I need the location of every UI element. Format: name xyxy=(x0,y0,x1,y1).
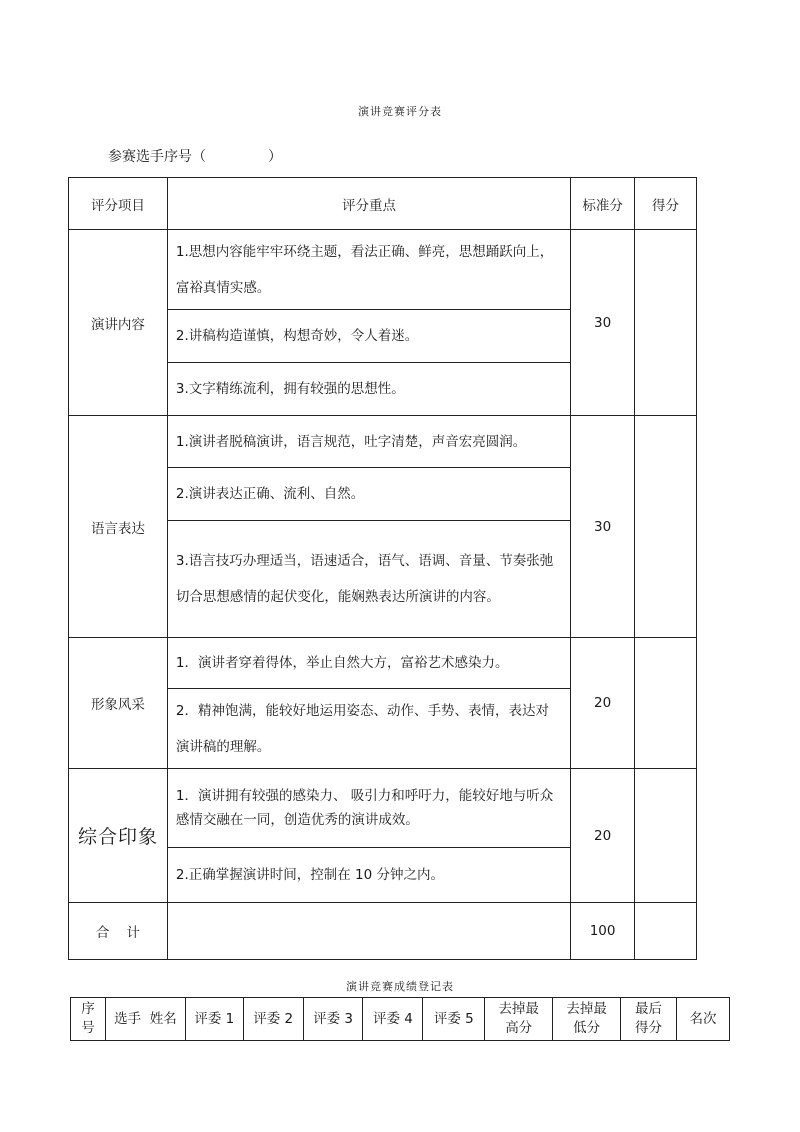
contestant-number-label: 参赛选手序号（ xyxy=(108,149,206,165)
record-header-cell: 去掉最低分 xyxy=(553,998,621,1041)
criterion-cell: 1.演讲者脱稿演讲，语言规范，吐字清楚，声音宏亮圆润。 xyxy=(167,416,570,468)
section-row xyxy=(69,416,697,468)
record-header-cell: 最后得分 xyxy=(621,998,677,1041)
category-cell: 综合印象 xyxy=(69,769,168,903)
total-blank-cell xyxy=(167,903,570,960)
scoring-table xyxy=(68,177,697,960)
header-standard: 标准分 xyxy=(571,178,635,230)
total-label: 合 计 xyxy=(69,903,168,960)
record-header-row xyxy=(71,998,730,1041)
record-header-cell: 评委 4 xyxy=(363,998,423,1041)
total-score-input[interactable] xyxy=(635,903,697,960)
total-row xyxy=(69,903,697,960)
criterion-cell: 1.思想内容能牢牢环绕主题，看法正确、鲜亮，思想踊跃向上，富裕真情实感。 xyxy=(167,230,570,310)
record-table xyxy=(70,997,730,1041)
score-input-cell[interactable] xyxy=(635,638,697,769)
criterion-cell: 3.语言技巧办理适当，语速适合，语气、语调、音量、节奏张弛切合思想感情的起伏变化，能娴熟表达所演讲的内容。 xyxy=(167,521,570,638)
record-header-cell: 序号 xyxy=(71,998,106,1041)
category-cell: 演讲内容 xyxy=(69,230,168,416)
standard-score-cell: 30 xyxy=(571,230,635,416)
score-input-cell[interactable] xyxy=(635,769,697,903)
criterion-cell: 2．精神饱满，能较好地运用姿态、动作、手势、表情，表达对演讲稿的理解。 xyxy=(167,689,570,769)
contestant-number-line xyxy=(108,146,282,166)
score-input-cell[interactable] xyxy=(635,230,697,416)
record-header-cell: 评委 1 xyxy=(185,998,243,1041)
standard-score-cell: 30 xyxy=(571,416,635,638)
category-cell: 语言表达 xyxy=(69,416,168,638)
header-focus: 评分重点 xyxy=(167,178,570,230)
total-standard: 100 xyxy=(571,903,635,960)
criterion-cell: 1．演讲拥有较强的感染力、 吸引力和呼吁力，能较好地与听众感情交融在一同，创造优秀的演讲成效。 xyxy=(167,769,570,848)
section-row xyxy=(69,769,697,848)
criterion-cell: 2.讲稿构造谨慎，构想奇妙，令人着迷。 xyxy=(167,310,570,363)
header-score: 得分 xyxy=(635,178,697,230)
criterion-cell: 3.文字精练流利，拥有较强的思想性。 xyxy=(167,363,570,416)
standard-score-cell: 20 xyxy=(571,638,635,769)
category-cell: 形象风采 xyxy=(69,638,168,769)
record-header-cell: 评委 2 xyxy=(243,998,303,1041)
standard-score-cell: 20 xyxy=(571,769,635,903)
scoring-header-row xyxy=(69,178,697,230)
scoring-sheet-title: 演讲竞赛评分表 xyxy=(358,105,442,118)
criterion-cell: 2.正确掌握演讲时间，控制在 10 分钟之内。 xyxy=(167,848,570,903)
record-header-cell: 评委 3 xyxy=(303,998,363,1041)
record-header-cell: 评委 5 xyxy=(423,998,485,1041)
section-row xyxy=(69,638,697,689)
criterion-cell: 1．演讲者穿着得体，举止自然大方，富裕艺术感染力。 xyxy=(167,638,570,689)
record-header-cell: 选手 姓名 xyxy=(105,998,185,1041)
record-header-cell: 名次 xyxy=(677,998,730,1041)
criterion-cell: 2.演讲表达正确、流利、自然。 xyxy=(167,468,570,521)
score-input-cell[interactable] xyxy=(635,416,697,638)
record-sheet-title: 演讲竞赛成绩登记表 xyxy=(346,980,454,993)
contestant-number-close: ） xyxy=(268,149,282,165)
header-item: 评分项目 xyxy=(69,178,168,230)
section-row xyxy=(69,230,697,310)
record-header-cell: 去掉最高分 xyxy=(485,998,553,1041)
